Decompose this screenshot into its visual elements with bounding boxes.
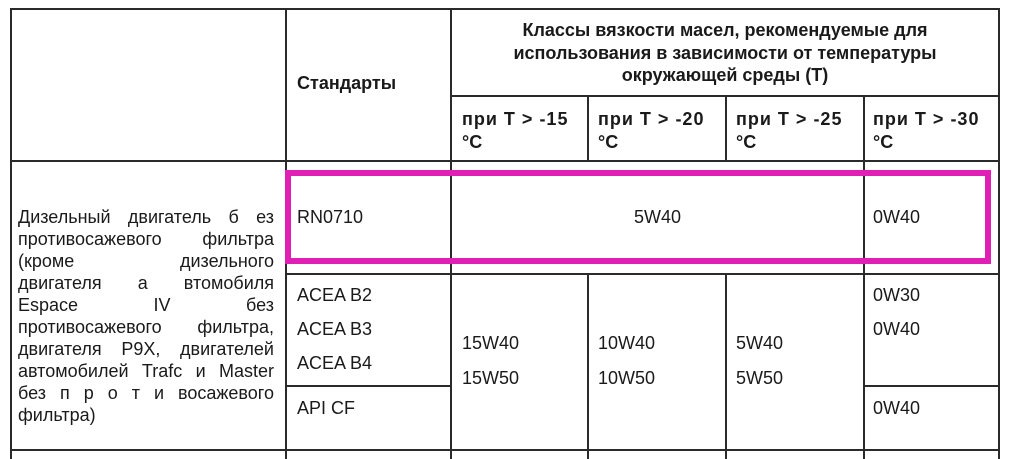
engine-description-line: Дизельный двигатель б ез (18, 207, 274, 227)
oil-acea-15-b: 15W50 (462, 368, 520, 388)
standard-api-cf: API CF (297, 398, 356, 418)
rule-right (998, 8, 1000, 459)
rule-col-30 (863, 95, 865, 459)
engine-description-line: без п р о т и восажевого (18, 383, 274, 403)
rule-api-top (285, 385, 450, 387)
rule-top (10, 8, 1000, 10)
engine-description (18, 206, 274, 426)
header-temp-20-unit: °C (598, 132, 619, 152)
header-temp-15-unit: °C (462, 132, 483, 152)
rule-api-top-right (863, 385, 1000, 387)
engine-description-line: двигателя P9X, двигателей (18, 339, 274, 359)
oil-rn-main: 5W40 (633, 207, 682, 227)
oil-api-cold: 0W40 (873, 398, 921, 418)
engine-description-line: автомобилей Trafc и Master (18, 361, 274, 381)
engine-description-line: противосажевого фильтра (18, 229, 274, 249)
header-standards: Стандарты (297, 73, 397, 93)
rule-header-bottom (10, 160, 1000, 162)
engine-description-line: противосажевого фильтра, (18, 317, 274, 337)
oil-acea-30-b: 0W40 (873, 319, 921, 339)
rule-col-20 (587, 95, 589, 161)
engine-description-line: Espace IV без (18, 295, 274, 315)
header-viscosity-line-2: использования в зависимости от температуры (513, 43, 937, 63)
standard-rn0710: RN0710 (297, 207, 364, 227)
rule-rn-bottom (285, 273, 1000, 275)
highlight-rn0710-row (285, 170, 991, 264)
header-viscosity-line-1: Классы вязкости масел, рекомендуемые для (522, 20, 928, 40)
oil-rn-cold: 0W40 (873, 207, 921, 227)
header-temp-25-unit: °C (736, 132, 757, 152)
standard-acea-b4: ACEA B4 (297, 353, 373, 373)
rule-left (10, 8, 12, 459)
rule-col-20-lower (587, 273, 589, 459)
oil-acea-25-a: 5W40 (736, 333, 784, 353)
engine-description-line: фильтра) (18, 405, 96, 425)
engine-description-line: (кроме дизельного (18, 251, 274, 271)
oil-acea-30-a: 0W30 (873, 285, 921, 305)
header-temp-30-unit: °C (873, 132, 894, 152)
header-temp-30: при T > -30 (873, 109, 980, 129)
rule-col-25 (725, 95, 727, 161)
standard-acea-b3: ACEA B3 (297, 319, 373, 339)
rule-col-25-lower (725, 273, 727, 459)
oil-acea-25-b: 5W50 (736, 368, 784, 388)
oil-acea-15-a: 15W40 (462, 333, 520, 353)
rule-bottom (10, 449, 1000, 451)
header-viscosity-line-3: окружающей среды (T) (621, 65, 829, 85)
standard-acea-b2: ACEA B2 (297, 285, 373, 305)
header-temp-15: при T > -15 (462, 109, 569, 129)
header-temp-25: при T > -25 (736, 109, 843, 129)
oil-acea-20-a: 10W40 (598, 333, 656, 353)
engine-description-line: двигателя а втомобиля (18, 273, 274, 293)
header-temp-20: при T > -20 (598, 109, 705, 129)
oil-acea-20-b: 10W50 (598, 368, 656, 388)
